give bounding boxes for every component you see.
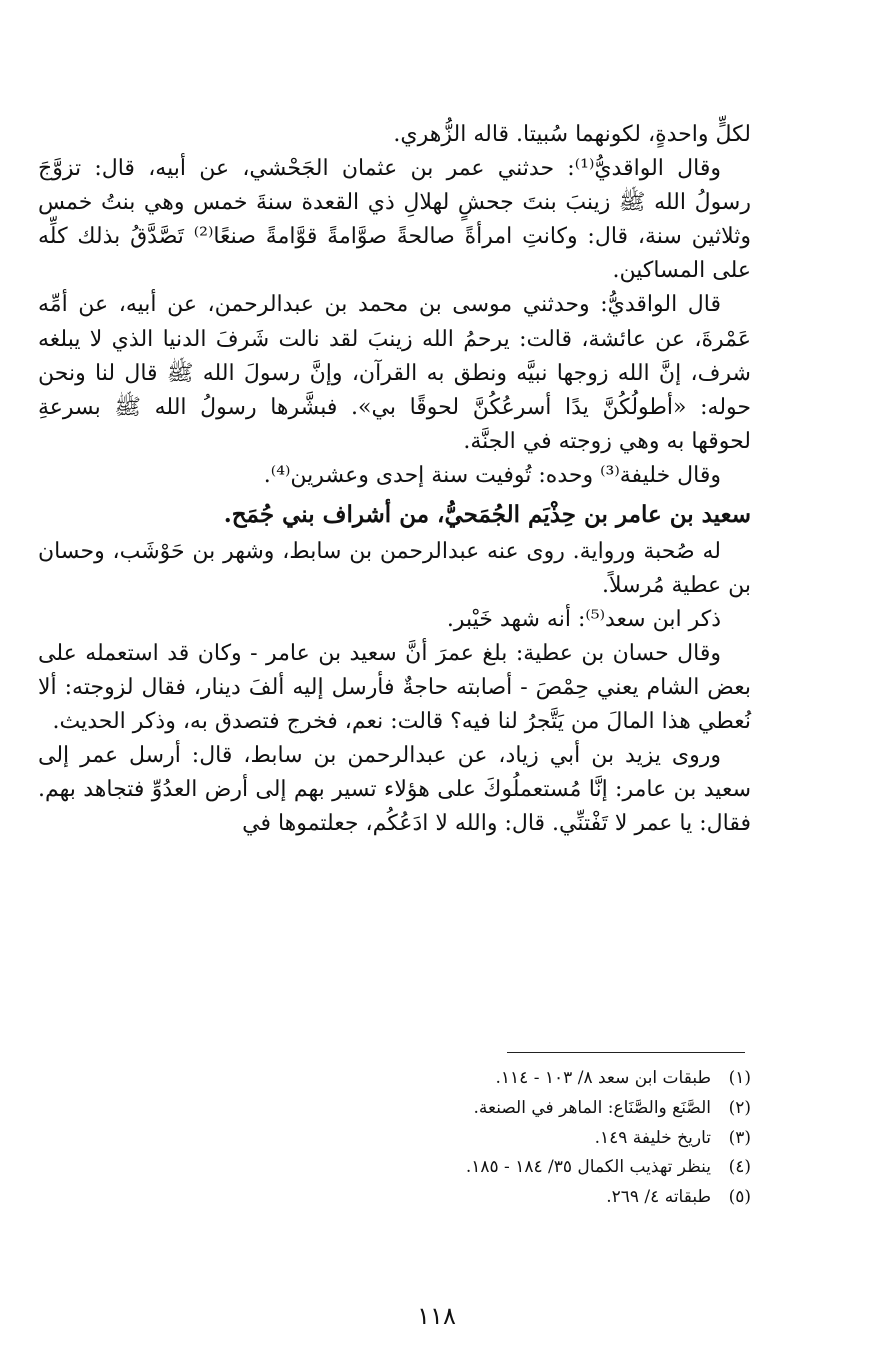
paragraph-2: وقال الواقديُّ⁽¹⁾: حدثني عمر بن عثمان الجَحْشي، عن أبيه، قال: تزوَّجَ رسولُ الله ﷺ زينبَ بنتَ جحشٍ لهلالِ ذي القعدة سنةَ خمس وهي بنتُ خمس وثلاثين سنة، قال: وكانتِ امرأةً صالحةً صوَّامةً قوَّامةً صنعًا⁽²⁾ تَصَّدَّقُ بذلك كلِّه على المساكين.	[38, 156, 752, 284]
main-text	[38, 118, 751, 842]
footnote-number: (٤)	[728, 1157, 751, 1178]
section-heading: سعيد بن عامر بن حِذْيَم الجُمَحيُّ، من أشراف بني جُمَح.	[223, 501, 751, 529]
footnote-text: طبقاته ٤/ ٢٦٩.	[606, 1187, 711, 1207]
footnote-number: (٥)	[728, 1187, 751, 1207]
footnote-text: الصَّنَع والصَّنَاع: الماهر في الصنعة.	[473, 1097, 711, 1118]
paragraph-1: لكلٍّ واحدةٍ، لكونهما سُبيتا. قاله الزُّهري.	[393, 122, 751, 147]
footnote-text: طبقات ابن سعد ٨/ ١٠٣ - ١١٤.	[495, 1068, 711, 1088]
footnote-number: (١)	[728, 1068, 751, 1088]
paragraph-6: ذكر ابن سعد⁽⁵⁾: أنه شهد خَيْبر.	[446, 606, 721, 632]
paragraph-8: وروى يزيد بن أبي زياد، عن عبدالرحمن بن سابط، قال: أرسل عمر إلى سعيد بن عامر: إنَّا مُستعملُوكَ على هؤلاء تسير بهم إلى أرض العدُوِّ فتجاهد بهم. فقال: يا عمر لا تَفْتنِّي. قال: والله لا ادَعُكُم، جعلتموها في	[38, 743, 751, 837]
footnote-text: ينظر تهذيب الكمال ٣٥/ ١٨٤ - ١٨٥.	[465, 1157, 711, 1178]
footnote-number: (٢)	[728, 1097, 751, 1118]
paragraph-4: وقال خليفة⁽³⁾ وحده: تُوفيت سنة إحدى وعشرين⁽⁴⁾.	[263, 462, 721, 488]
footnote-text: تاريخ خليفة ١٤٩.	[594, 1127, 711, 1148]
footnote-3	[120, 1124, 751, 1154]
footnotes	[120, 1064, 751, 1213]
footnote-2	[120, 1094, 751, 1124]
footnote-separator	[507, 1052, 745, 1053]
footnote-1	[120, 1064, 751, 1094]
footnote-number: (٣)	[728, 1127, 751, 1148]
page-number: ١١٨	[417, 1302, 456, 1330]
paragraph-5: له صُحبة ورواية. روى عنه عبدالرحمن بن سابط، وشهر بن حَوْشَب، وحسان بن عطية مُرسلاً.	[38, 538, 751, 598]
footnote-5	[120, 1183, 751, 1213]
footnote-4	[120, 1153, 751, 1183]
paragraph-3: قال الواقديُّ: وحدثني موسى بن محمد بن عبدالرحمن، عن أبيه، عن أمِّه عَمْرةَ، عن عائشة، قالت: يرحمُ الله زينبَ لقد نالت شَرفَ الدنيا الذي لا يبلغه شرف، إنَّ الله زوجها نبيَّه ونطق به القرآن، وإنَّ رسولَ الله ﷺ قال لنا ونحن حوله: «أطولُكُنَّ يدًا أسرعُكُنَّ لحوقًا بي». فبشَّرها رسولُ الله ﷺ بسرعةِ لحوقها به وهي زوجته في الجنَّة.	[38, 292, 751, 454]
paragraph-7: وقال حسان بن عطية: بلغ عمرَ أنَّ سعيد بن عامر - وكان قد استعمله على بعض الشام يعني حِمْصَ - أصابته حاجةٌ فأرسل إليه ألفَ دينار، فقال لزوجته: ألا نُعطي هذا المالَ من يَتَّجرُ لنا فيه؟ قالت: نعم، فخرج فتصدق به، وذكر الحديث.	[38, 640, 751, 735]
